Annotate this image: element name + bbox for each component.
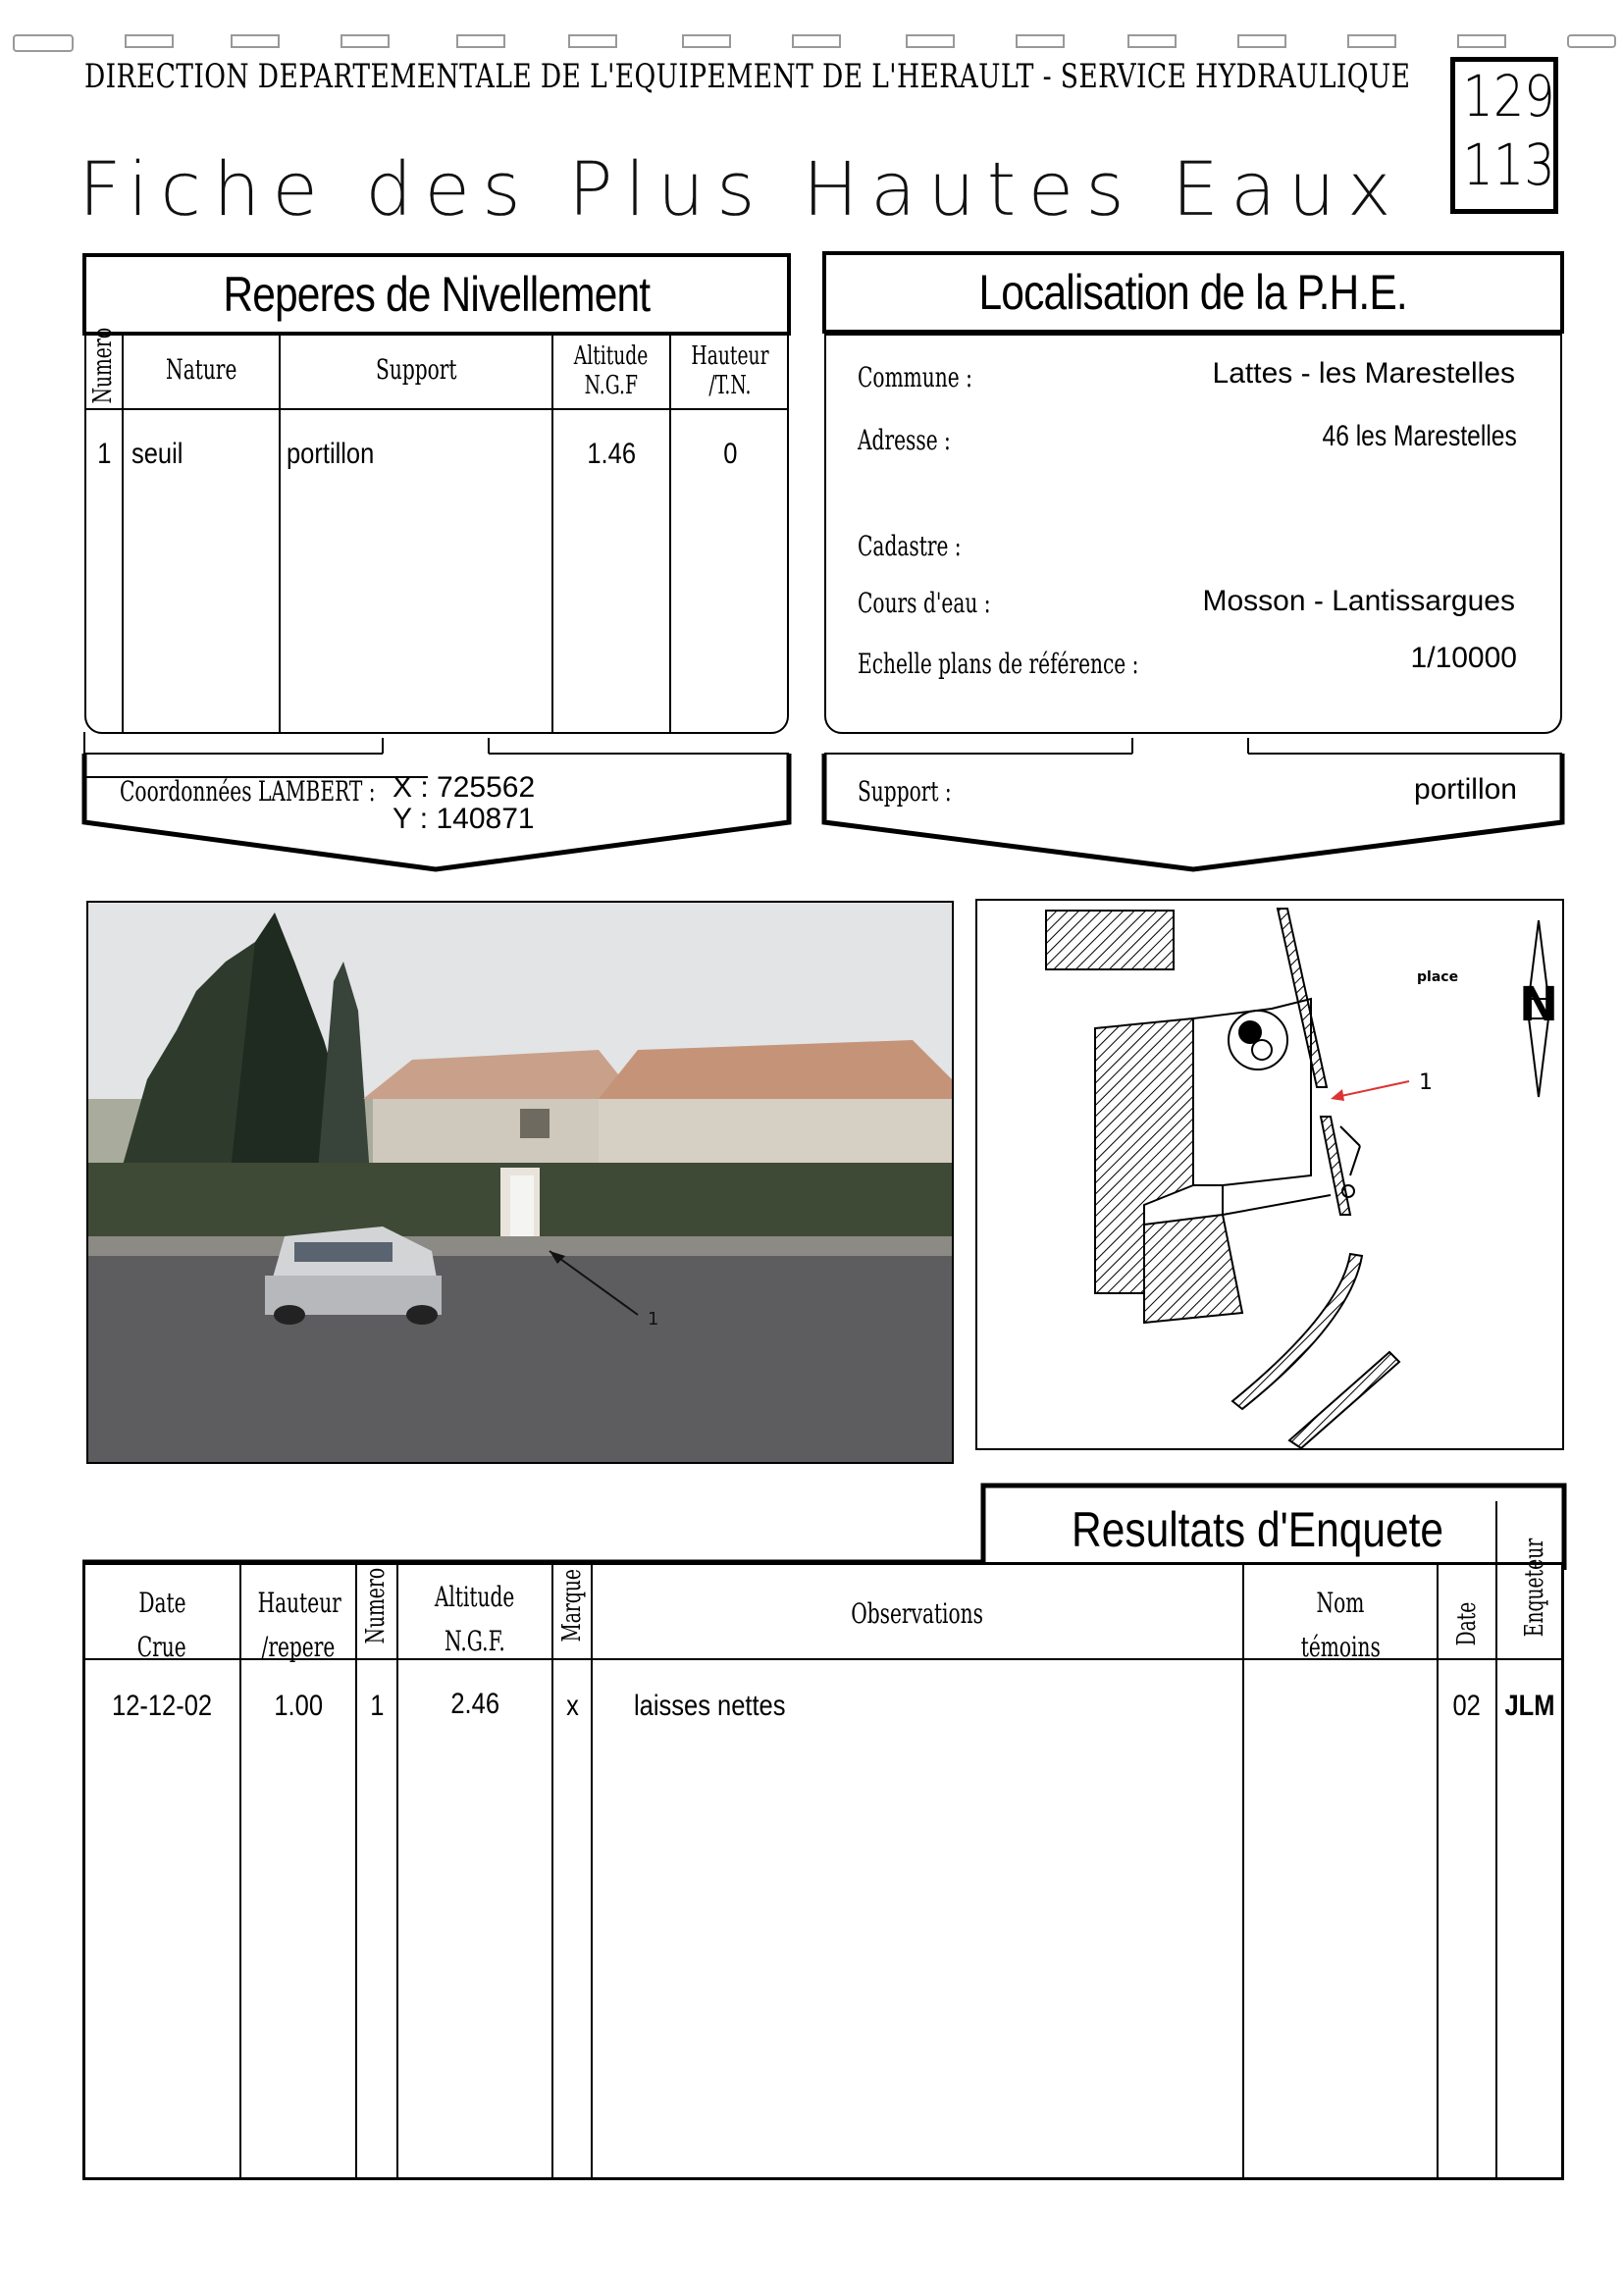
col-hauteur [241,1584,355,1672]
row-hauteur [241,1690,355,1723]
col-hauteur-2: /repere [261,1631,336,1663]
plan-place-label: place [1417,969,1459,985]
commune-value: Lattes - les Marestelles [1212,357,1515,390]
north-label: N [1519,977,1559,1032]
echelle-value: 1/10000 [1410,642,1517,674]
row-numero-value: 1 [369,1690,385,1722]
col-enqueteur: Enqueteur [1520,1538,1549,1638]
support-label-text: Support : [858,775,952,808]
row-marque [553,1690,591,1723]
reperes-row-nature [131,438,192,471]
row-enqueteur-value: JLM [1504,1690,1555,1722]
echelle-label-text: Echelle plans de référence : [858,648,1139,680]
resultats-col-line [1437,1562,1439,2180]
cadastre-label [858,530,1002,562]
sheet-number-top: 129 [1462,63,1555,130]
site-photo [86,901,954,1464]
reperes-row-altitude-value: 1.46 [587,438,636,470]
reperes-col-altitude-2: N.G.F [584,371,639,400]
cours-label-text: Cours d'eau : [858,587,991,619]
sheet-number-box [1450,57,1558,214]
resultats-col-line [591,1562,593,2180]
organization-header: DIRECTION DEPARTEMENTALE DE L'EQUIPEMENT DE L'HERAULT - SERVICE HYDRAULIQUE [84,57,1411,96]
commune-label [858,361,1017,393]
resultats-col-line [551,1562,553,2180]
reperes-row-hauteur [671,438,789,471]
reperes-row-altitude [553,438,669,471]
lambert-y-label: Y : [393,803,429,835]
lambert-y [393,803,535,836]
site-plan [975,899,1564,1450]
localisation-heading [822,251,1564,334]
lambert-y-value: 140871 [436,803,535,835]
reperes-heading [82,253,791,336]
adresse-value [1280,420,1517,453]
adresse-value-text: 46 les Marestelles [1322,420,1517,452]
row-marque-value: x [565,1690,579,1722]
echelle-label [858,648,1248,680]
cours-value: Mosson - Lantissargues [1202,585,1515,617]
row-altitude [398,1688,551,1721]
site-photo-image [88,903,952,1462]
row-date-crue [84,1690,239,1723]
row-observations [634,1690,812,1723]
adresse-label [858,424,987,456]
adresse-label-text: Adresse : [858,424,951,456]
reperes-col-altitude [553,343,669,402]
col-date-crue [84,1584,239,1672]
col-nom-2: témoins [1300,1631,1381,1663]
reperes-col-numero: Numero [88,327,118,404]
reperes-col-line [279,334,281,732]
plan-marker-label: 1 [1419,1070,1433,1095]
lambert-label-text: Coordonnées LAMBERT : [120,775,376,808]
row-altitude-value: 2.46 [450,1688,499,1720]
reperes-row-support-value: portillon [287,438,375,470]
row-date-crue-value: 12-12-02 [111,1690,213,1722]
reperes-col-hauteur-1: Hauteur [691,341,769,371]
col-altitude [398,1578,551,1666]
page-title: Fiche des Plus Hautes Eaux [79,145,1403,233]
support-value: portillon [1413,773,1517,806]
col-observations [593,1597,1242,1630]
reperes-header-line [84,408,789,410]
col-hauteur-1: Hauteur [257,1587,341,1619]
reperes-row-support [287,438,390,471]
reperes-col-nature [124,353,279,386]
col-date: Date [1452,1601,1482,1646]
col-date-crue-2: Crue [137,1631,186,1663]
row-date-value: 02 [1452,1690,1482,1722]
col-marque: Marque [557,1569,587,1643]
cadastre-label-text: Cadastre : [858,530,962,562]
lambert-x-label: X : [393,771,429,804]
reperes-col-support-text: Support [375,353,457,386]
row-hauteur-value: 1.00 [274,1690,323,1722]
cours-label [858,587,1042,619]
col-nom-1: Nom [1316,1587,1365,1619]
reperes-heading-text: Reperes de Nivellement [223,267,651,322]
resultats-col-line [355,1562,357,2180]
photo-marker-label: 1 [648,1309,659,1330]
resultats-col-line [1495,1501,1497,2180]
lambert-x [393,771,535,805]
reperes-row-hauteur-value: 0 [722,438,738,470]
row-numero [357,1690,396,1723]
col-numero: Numero [361,1567,391,1644]
reperes-col-line [122,334,124,732]
reperes-row-numero-value: 1 [96,438,112,470]
commune-label-text: Commune : [858,361,972,393]
row-observations-value: laisses nettes [634,1690,786,1722]
col-nom-temoins [1244,1584,1437,1672]
top-ruler [0,29,1623,59]
col-observations-text: Observations [851,1597,984,1630]
reperes-col-nature-text: Nature [165,353,237,386]
support-label [858,775,988,808]
reperes-col-hauteur [671,343,789,402]
sheet-number-bottom: 113 [1462,131,1555,198]
reperes-col-support [281,353,551,386]
lambert-x-value: 725562 [437,771,536,804]
localisation-heading-text: Localisation de la P.H.E. [978,265,1408,320]
reperes-row-numero [86,438,122,471]
site-plan-drawing [977,901,1562,1448]
reperes-col-altitude-1: Altitude [574,341,649,371]
resultats-heading-text: Resultats d'Enquete [1072,1502,1444,1557]
col-altitude-1: Altitude [435,1581,515,1613]
row-enqueteur [1497,1690,1562,1723]
reperes-col-hauteur-2: /T.N. [708,371,752,400]
row-date [1439,1690,1495,1723]
col-altitude-2: N.G.F. [445,1625,505,1657]
resultats-heading [1072,1501,1509,1558]
col-date-crue-1: Date [137,1587,186,1619]
reperes-row-nature-value: seuil [131,438,183,470]
